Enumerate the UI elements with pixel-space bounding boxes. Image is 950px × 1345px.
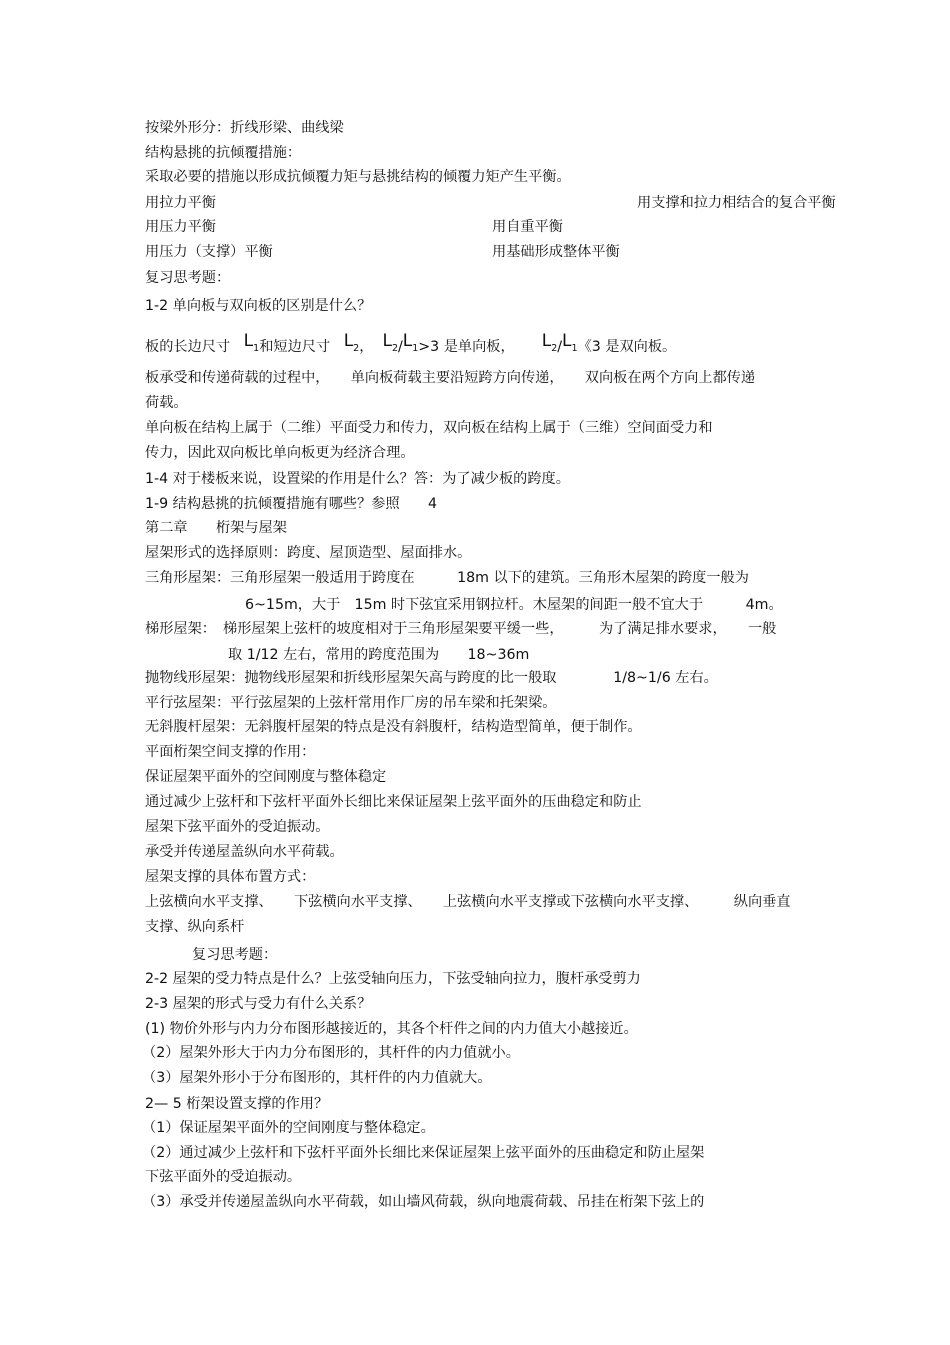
formula-text: /: [557, 339, 563, 355]
formula-text: >3 是单向板，: [418, 339, 515, 355]
text-line: 屋架下弦平面外的受迫振动。: [145, 819, 330, 835]
text-cell: 用基础形成整体平衡: [492, 244, 620, 260]
text-line: 梯形屋架： 梯形屋架上弦杆的坡度相对于三角形屋架要平缓一些， 为了满足排水要求， 一般: [145, 621, 777, 637]
text-line: 支撑、纵向系杆: [145, 919, 245, 935]
text-line: 平行弦屋架：平行弦屋架的上弦杆常用作厂房的吊车梁和托架梁。: [145, 695, 557, 711]
symbol-L: L: [541, 331, 552, 351]
text-line: （2）通过减少上弦杆和下弦杆平面外长细比来保证屋架上弦平面外的压曲稳定和防止屋架: [142, 1145, 705, 1161]
formula-line: [145, 331, 677, 359]
formula-text: /: [397, 339, 403, 355]
symbol-L: L: [382, 331, 392, 351]
section-heading: 复习思考题：: [192, 947, 278, 963]
text-line: 取 1/12 左右，常用的跨度范围为 18~36m: [228, 647, 530, 663]
formula-text: 板的长边尺寸: [145, 339, 231, 355]
text-cell: 用压力（支撑）平衡: [145, 244, 273, 260]
symbol-L: L: [343, 331, 354, 351]
formula-text: 《3 是双向板。: [577, 339, 677, 355]
text-line: 保证屋架平面外的空间刚度与整体稳定: [145, 769, 387, 785]
text-line: （3）承受并传递屋盖纵向水平荷载，如山墙风荷载，纵向地震荷载、吊挂在桁架下弦上的: [142, 1194, 705, 1210]
text-line: 结构悬挑的抗倾覆措施：: [145, 145, 302, 161]
text-line: 下弦平面外的受迫振动。: [145, 1169, 302, 1185]
text-line: 按梁外形分：折线形梁、曲线梁: [145, 120, 344, 136]
text-line: 平面桁架空间支撑的作用：: [145, 744, 316, 760]
text-cell: 用拉力平衡: [145, 195, 216, 211]
text-line: （1）保证屋架平面外的空间刚度与整体稳定。: [142, 1120, 435, 1136]
text-line: 传力，因此双向板比单向板更为经济合理。: [145, 445, 415, 461]
formula-text: 和短边尺寸: [259, 339, 331, 355]
text-line: 采取必要的措施以形成抗倾覆力矩与悬挑结构的倾覆力矩产生平衡。: [145, 169, 571, 185]
subscript: 1: [571, 343, 578, 354]
text-line: 6~15m，大于 15m 时下弦宜采用钢拉杆。木屋架的间距一般不宜大于 4m。: [245, 597, 783, 613]
formula-text: ，: [359, 339, 374, 355]
text-line: 上弦横向水平支撑、 下弦横向水平支撑、 上弦横向水平支撑或下弦横向水平支撑、 纵向垂直: [145, 894, 791, 910]
text-line: 三角形屋架：三角形屋架一般适用于跨度在 18m 以下的建筑。三角形木屋架的跨度一般为: [145, 570, 749, 586]
text-cell: 用压力平衡: [145, 219, 216, 235]
text-line: 板承受和传递荷载的过程中， 单向板荷载主要沿短跨方向传递， 双向板在两个方向上都传递: [145, 370, 756, 386]
text-line: 屋架形式的选择原则：跨度、屋顶造型、屋面排水。: [145, 545, 472, 561]
symbol-L: L: [243, 331, 254, 351]
symbol-L: L: [562, 331, 572, 351]
text-line: 1-2 单向板与双向板的区别是什么？: [145, 298, 372, 314]
text-line: 复习思考题：: [145, 270, 231, 286]
text-line: （2）屋架外形大于内力分布图形的，其杆件的内力值就小。: [142, 1045, 520, 1061]
text-line: 无斜腹杆屋架：无斜腹杆屋架的特点是没有斜腹杆，结构造型简单，便于制作。: [145, 719, 642, 735]
text-line: 屋架支撑的具体布置方式：: [145, 869, 316, 885]
text-line: 通过减少上弦杆和下弦杆平面外长细比来保证屋架上弦平面外的压曲稳定和防止: [145, 794, 642, 810]
text-cell: 用自重平衡: [492, 219, 563, 235]
text-line: 单向板在结构上属于（二维）平面受力和传力，双向板在结构上属于（三维）空间面受力和: [145, 420, 713, 436]
text-row: [145, 193, 845, 213]
subscript: 2: [353, 343, 360, 354]
subscript: 2: [391, 343, 398, 354]
chapter-heading: 第二章 桁架与屋架: [145, 520, 287, 536]
symbol-L: L: [402, 331, 413, 351]
text-line: 荷载。: [145, 395, 188, 411]
text-line: (1) 物价外形与内力分布图形越接近的，其各个杆件之间的内力值大小越接近。: [145, 1021, 638, 1037]
text-line: 2-2 屋架的受力特点是什么？上弦受轴向压力，下弦受轴向拉力，腹杆承受剪力: [145, 971, 641, 987]
text-line: 承受并传递屋盖纵向水平荷载。: [145, 844, 344, 860]
text-row: [145, 217, 845, 237]
subscript: 2: [551, 343, 558, 354]
text-line: 1-9 结构悬挑的抗倾覆措施有哪些？参照 4: [145, 496, 438, 512]
subscript: 1: [253, 343, 260, 354]
text-line: （3）屋架外形小于分布图形的，其杆件的内力值就大。: [142, 1070, 492, 1086]
text-line: 2— 5 桁架设置支撑的作用？: [145, 1096, 329, 1112]
text-line: 抛物线形屋架：抛物线形屋架和折线形屋架矢高与跨度的比一般取 1/8~1/6 左右。: [145, 670, 718, 686]
text-row: [145, 242, 845, 262]
text-cell: 用支撑和拉力相结合的复合平衡: [637, 195, 836, 211]
text-line: 2-3 屋架的形式与受力有什么关系？: [145, 996, 372, 1012]
subscript: 1: [412, 343, 419, 354]
text-line: 1-4 对于楼板来说，设置梁的作用是什么？答：为了减少板的跨度。: [145, 471, 570, 487]
